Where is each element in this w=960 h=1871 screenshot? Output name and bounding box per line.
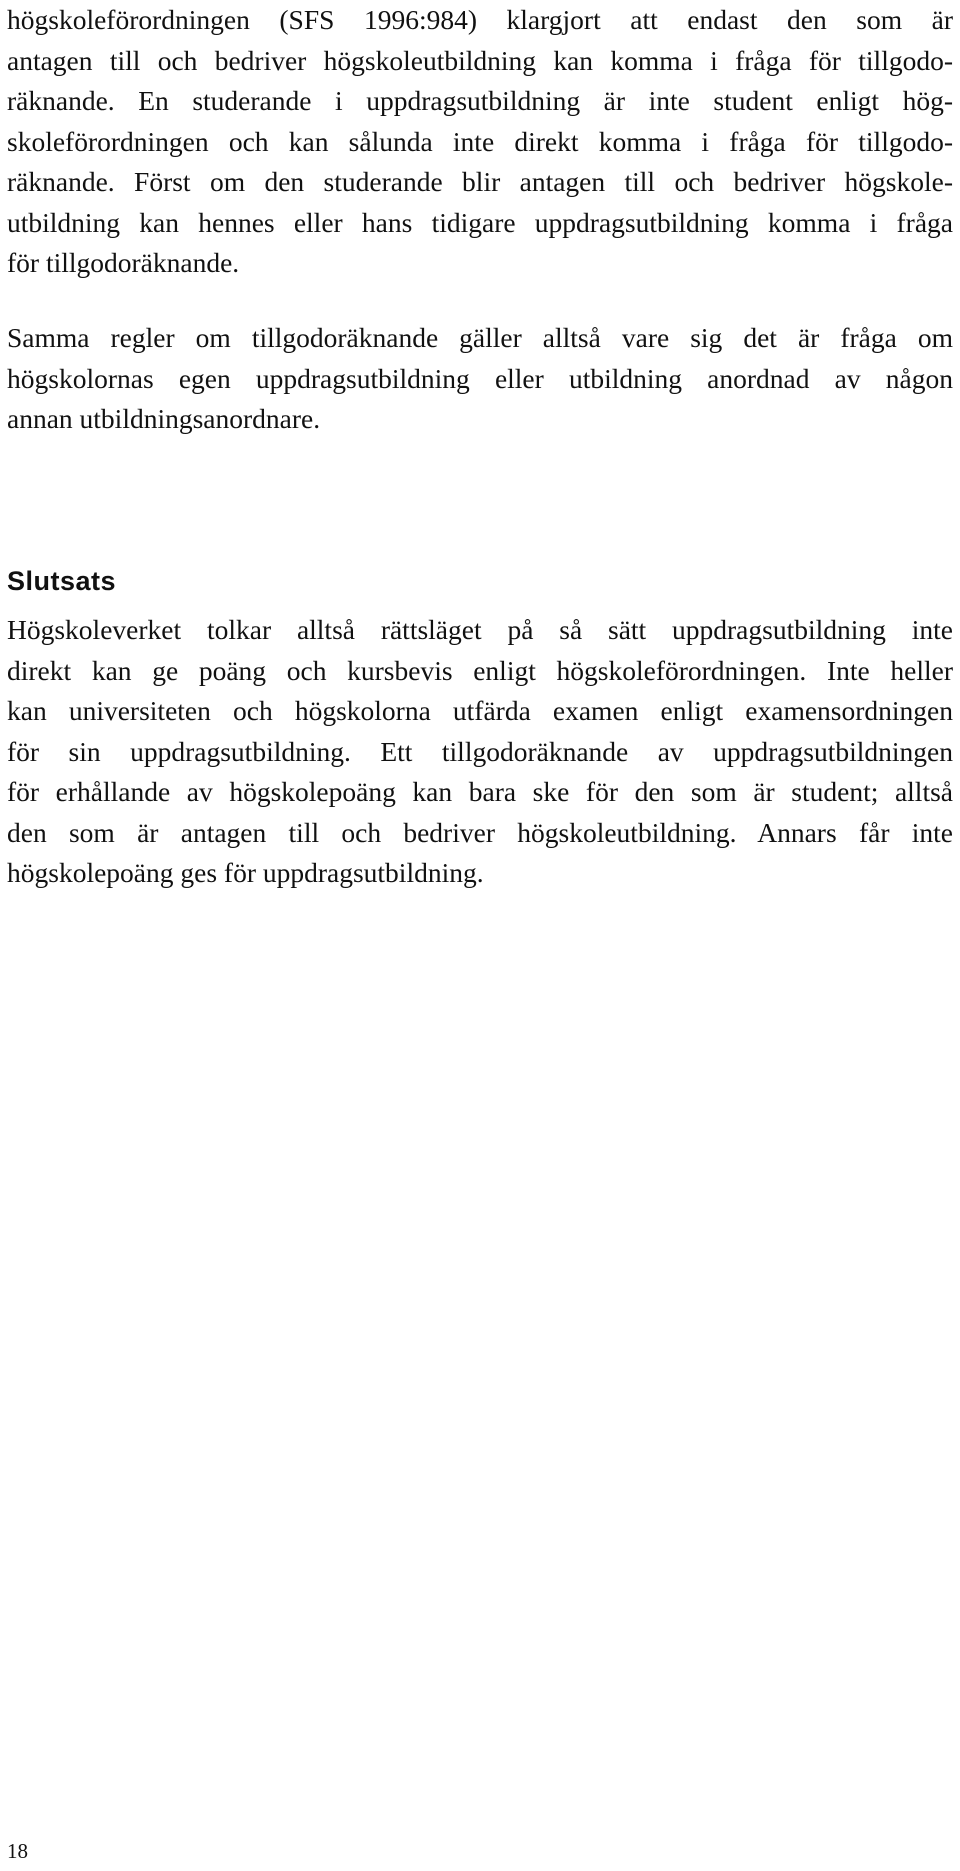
paragraph-same-rules <box>7 318 953 440</box>
text-line: annan utbildningsanordnare. <box>7 403 321 434</box>
text-line: Högskoleverket tolkar alltså rättsläget på så sätt uppdragsutbildning inte <box>7 614 953 645</box>
text-line: räknande. Först om den studerande blir antagen till och bedriver högskole- <box>7 166 953 197</box>
section-heading-conclusion: Slutsats <box>7 566 117 596</box>
text-line: för sin uppdragsutbildning. Ett tillgodoräknande av uppdragsutbildningen <box>7 735 953 767</box>
text-line: högskolornas egen uppdragsutbildning eller utbildning anordnad av någon <box>7 362 953 394</box>
text-line: räknande. En studerande i uppdragsutbildning är inte student enligt hög- <box>7 85 953 116</box>
paragraph-conclusion <box>7 610 953 894</box>
text-line: Samma regler om tillgodoräknande gäller alltså vare sig det är fråga om <box>7 322 953 353</box>
text-line: högskolepoäng ges för uppdragsutbildning. <box>7 857 484 888</box>
text-line: högskoleförordningen (SFS 1996:984) klargjort att endast den som är <box>7 4 953 35</box>
text-line: för erhållande av högskolepoäng kan bara ske för den som är student; alltså <box>7 776 953 807</box>
page-number: 18 <box>7 1839 28 1863</box>
text-line: den som är antagen till och bedriver högskoleutbildning. Annars får inte <box>7 816 953 848</box>
text-line: för tillgodoräknande. <box>7 247 240 278</box>
text-line: kan universiteten och högskolorna utfärda examen enligt examensordningen <box>7 695 953 726</box>
text-line: antagen till och bedriver högskoleutbildning kan komma i fråga för tillgodo- <box>7 44 953 76</box>
text-line: direkt kan ge poäng och kursbevis enligt högskoleförordningen. Inte heller <box>7 654 953 686</box>
paragraph-credit-transfer-rules <box>7 0 953 284</box>
text-line: skoleförordningen och kan sålunda inte direkt komma i fråga för tillgodo- <box>7 125 953 157</box>
text-line: utbildning kan hennes eller hans tidigare uppdragsutbildning komma i fråga <box>7 206 953 238</box>
